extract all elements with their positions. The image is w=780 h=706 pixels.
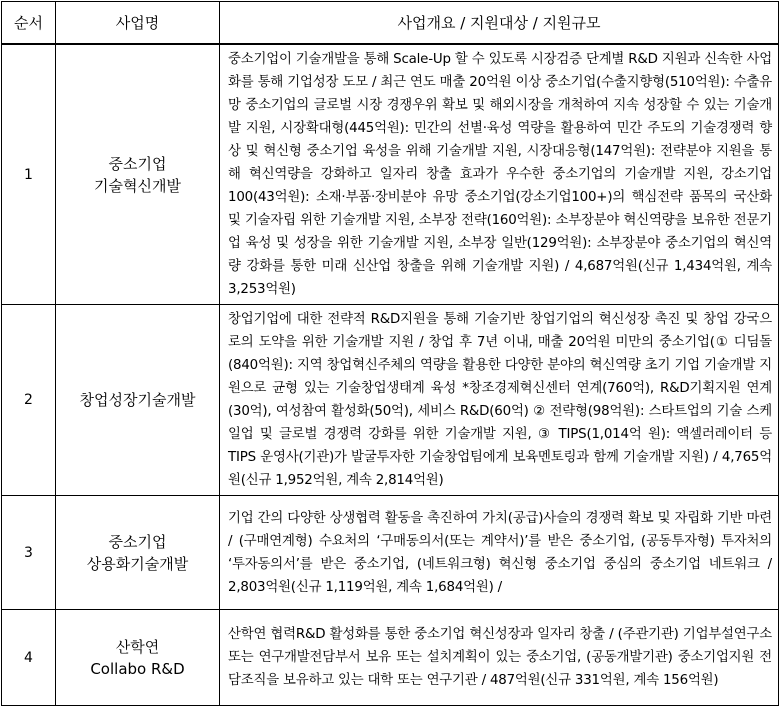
- row-order: 4: [2, 610, 56, 706]
- program-table-container: [1, 1, 778, 706]
- header-description: 사업개요 / 지원대상 / 지원규모: [220, 2, 779, 45]
- table-row: [2, 44, 779, 305]
- program-name-line: 산학연: [115, 637, 160, 656]
- row-order: 3: [2, 496, 56, 610]
- row-description: 기업 간의 다양한 상생협력 활동을 촉진하여 가치(공급)사슬의 경쟁력 확보 및 자립화 기반 마련 / (구매연계형) 수요처의 ‘구매동의서(또는 계약서)’를 받은 중소기업, (공동투자형) 투자처의 ‘투자동의서’를 받은 중소기업, (네트워크형) 혁신형 중소기업 중심의 중소기업 네트워크 / 2,803억원(신규 1,119억원, 계속 1,684억원) /: [220, 496, 779, 610]
- row-description: 산학연 협력R&D 활성화를 통한 중소기업 혁신성장과 일자리 창출 / (주관기관) 기업부설연구소 또는 연구개발전담부서 보유 또는 설치계획이 있는 중소기업, (공동개발기관) 중소기업지원 전담조직을 보유하고 있는 대학 또는 연구기관 / 487억원(신규 331억원, 계속 156억원): [220, 610, 779, 706]
- program-name-line: Collabo R&D: [90, 659, 185, 678]
- table-header-row: [2, 2, 779, 45]
- row-order: 1: [2, 44, 56, 305]
- program-name-line: 중소기업: [108, 154, 167, 173]
- table-row: [2, 610, 779, 706]
- row-order: 2: [2, 305, 56, 496]
- program-name-line: 상용화기술개발: [86, 554, 189, 573]
- row-description: 창업기업에 대한 전략적 R&D지원을 통해 기술기반 창업기업의 혁신성장 촉진 및 창업 강국으로의 도약을 위한 기술개발 지원 / 창업 후 7년 이내, 매출 20억원 미만의 중소기업(① 디딤돌(840억원): 지역 창업혁신주체의 역량을 활용한 다양한 분야의 혁신역량 초기 기업 기술개발 지원으로 균형 있는 기술창업생태계 육성 *창조경제혁신센터 연계(760억), R&D기획지원 연계(30억), 여성참여 활성화(50억), 세비스 R&D(60억) ② 전략형(98억원): 스타트업의 기술 스케일업 및 글로벌 경쟁력 강화를 위한 기술개발 지원, ③ TIPS(1,014억 원): 액셀러레이터 등 TIPS 운영사(기관)가 발굴투자한 기술창업팀에게 보육멘토링과 함께 기술개발 지원) / 4,765억원(신규 1,952억원, 계속 2,814억원): [220, 305, 779, 496]
- header-program-name: 사업명: [56, 2, 220, 45]
- program-name-line: 중소기업: [108, 532, 167, 551]
- row-program-name: [56, 496, 220, 610]
- row-program-name: [56, 44, 220, 305]
- program-name-line: 창업성장기술개발: [79, 391, 196, 409]
- program-table: [1, 1, 779, 706]
- table-row: [2, 496, 779, 610]
- header-order: 순서: [2, 2, 56, 45]
- table-row: [2, 305, 779, 496]
- row-program-name: [56, 610, 220, 706]
- row-program-name: [56, 305, 220, 496]
- program-name-line: 기술혁신개발: [94, 176, 181, 195]
- row-description: 중소기업이 기술개발을 통해 Scale-Up 할 수 있도록 시장검증 단계별 R&D 지원과 신속한 사업화를 통해 기업성장 도모 / 최근 연도 매출 20억원 이상 중소기업(수출지향형(510억원): 수출유망 중소기업의 글로벌 시장 경쟁우위 확보 및 해외시장을 개척하여 지속 성장할 수 있는 기술개발 지원, 시장확대형(445억원): 민간의 선별·육성 역량을 활용하여 민간 주도의 기술경쟁력 향상 및 혁신형 중소기업 육성을 위해 기술개발 지원, 시장대응형(147억원): 전략분야 지원을 통해 혁신역량을 강화하고 일자리 창출 효과가 우수한 중소기업의 기술개발 지원, 강소기업100(43억원): 소재·부품·장비분야 유망 중소기업(강소기업100+)의 핵심전략 품목의 국산화 및 기술자립 위한 기술개발 지원, 소부장 전략(160억원): 소부장분야 혁신역량을 보유한 전문기업 육성 및 성장을 위한 기술개발 지원, 소부장 일반(129억원): 소부장분야 중소기업의 혁신역량 강화를 통한 미래 신산업 창출을 위해 기술개발 지원) / 4,687억원(신규 1,434억원, 계속 3,253억원): [220, 44, 779, 305]
